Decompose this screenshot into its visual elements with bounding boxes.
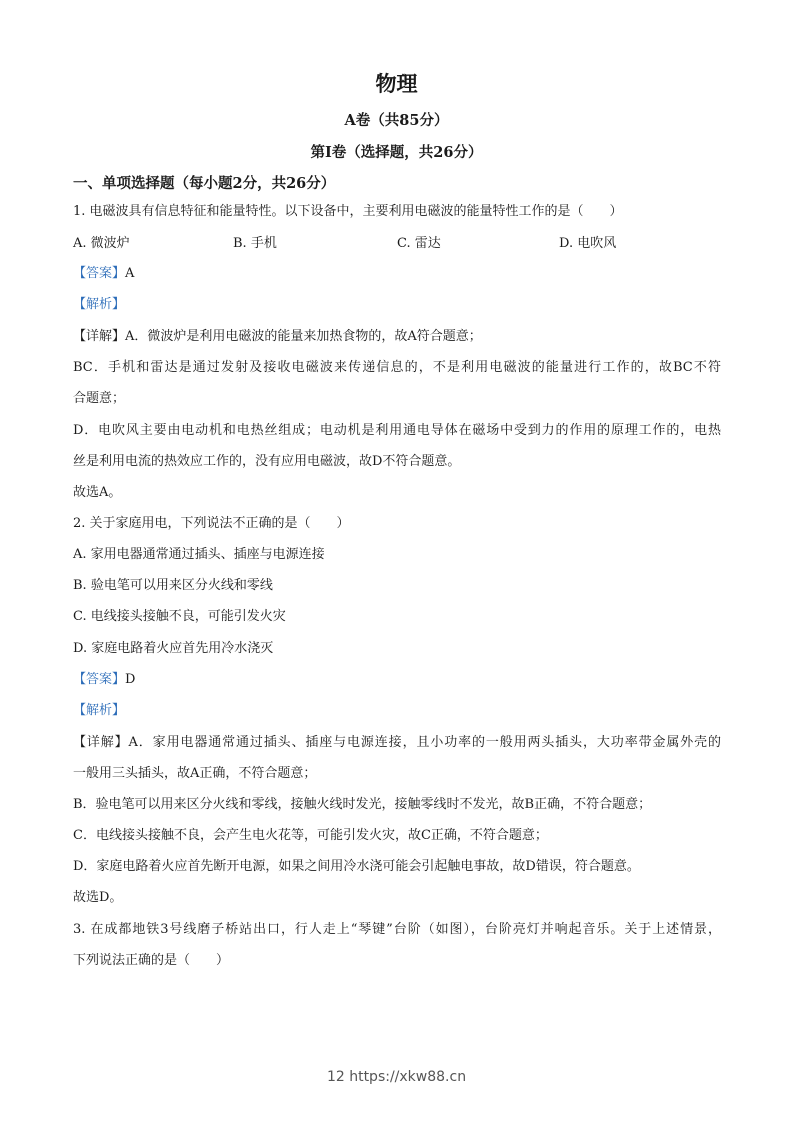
q2-option-d: D. 家庭电路着火应首先用冷水浇灭 <box>73 641 274 656</box>
q2-detail-1a <box>73 734 721 752</box>
q1-detail-2a: BC．手机和雷达是通过发射及接收电磁波来传递信息的，不是利用电磁波的能量进行工作的，故BC不符 <box>73 360 721 375</box>
q2-detail-3: C．电线接头接触不良，会产生电火花等，可能引发火灾，故C正确，不符合题意； <box>73 828 548 843</box>
q2-detail-4: D．家庭电路着火应首先断开电源，如果之间用冷水浇可能会引起触电事故，故D错误，符合题意。 <box>73 859 640 874</box>
q1-option-a: A. 微波炉 <box>73 236 130 251</box>
q1-detail-1 <box>73 328 482 346</box>
q2-stem: 2. 关于家庭用电，下列说法不正确的是（ ） <box>73 516 350 531</box>
q1-option-d: D. 电吹风 <box>559 236 617 251</box>
q2-analysis-tag: 【解析】 <box>73 703 126 718</box>
q2-answer-line <box>73 671 135 689</box>
page-footer: 12 https://xkw88.cn <box>326 1069 467 1085</box>
q1-stem: 1. 电磁波具有信息特征和能量特性。以下设备中，主要利用电磁波的能量特性工作的是（ ） <box>73 204 623 219</box>
q1-detail-3a: D．电吹风主要由电动机和电热丝组成；电动机是利用通电导体在磁场中受到力的作用的原理工作的，电热 <box>73 423 721 438</box>
q1-detail-3b: 丝是利用电流的热效应工作的，没有应用电磁波，故D不符合题意。 <box>73 454 461 469</box>
section-heading: 一、单项选择题（每小题2分，共26分） <box>73 175 336 192</box>
q1-analysis-tag: 【解析】 <box>73 297 126 312</box>
answer-tag: 【答案】 <box>73 672 126 687</box>
q1-detail-1-text: A．微波炉是利用电磁波的能量来加热食物的，故A符合题意； <box>125 329 482 344</box>
q2-detail-1b: 一般用三头插头，故A正确，不符合题意； <box>73 766 317 781</box>
answer-tag: 【答案】 <box>73 266 126 281</box>
q2-conclusion: 故选D。 <box>73 890 123 905</box>
q1-answer: A <box>125 266 135 281</box>
q1-option-c: C. 雷达 <box>397 236 441 251</box>
doc-title: 物理 <box>375 71 418 96</box>
q2-answer: D <box>125 672 136 687</box>
q2-option-c: C. 电线接头接触不良，可能引发火灾 <box>73 609 286 624</box>
q2-option-b: B. 验电笔可以用来区分火线和零线 <box>73 578 273 593</box>
q1-option-b: B. 手机 <box>233 236 277 251</box>
detail-tag: 【详解】 <box>73 735 129 750</box>
q2-detail-1a-text: A．家用电器通常通过插头、插座与电源连接，且小功率的一般用两头插头，大功率带金属外壳的 <box>128 735 721 750</box>
q1-conclusion: 故选A。 <box>73 485 122 500</box>
q2-option-a: A. 家用电器通常通过插头、插座与电源连接 <box>73 547 325 562</box>
paper-subtitle: A卷（共85分） <box>344 112 449 129</box>
q2-detail-2: B．验电笔可以用来区分火线和零线，接触火线时发光，接触零线时不发光，故B正确，不符合题意； <box>73 797 652 812</box>
q1-answer-line <box>73 265 134 283</box>
part-title: 第I卷（选择题，共26分） <box>310 144 483 161</box>
q3-stem-line-2: 下列说法正确的是（ ） <box>73 953 230 968</box>
q3-stem-line-1: 3. 在成都地铁3号线磨子桥站出口，行人走上“琴键”台阶（如图），台阶亮灯并响起音乐。关于上述情景， <box>73 922 721 937</box>
detail-tag: 【详解】 <box>73 329 126 344</box>
q1-detail-2b: 合题意； <box>73 391 126 406</box>
